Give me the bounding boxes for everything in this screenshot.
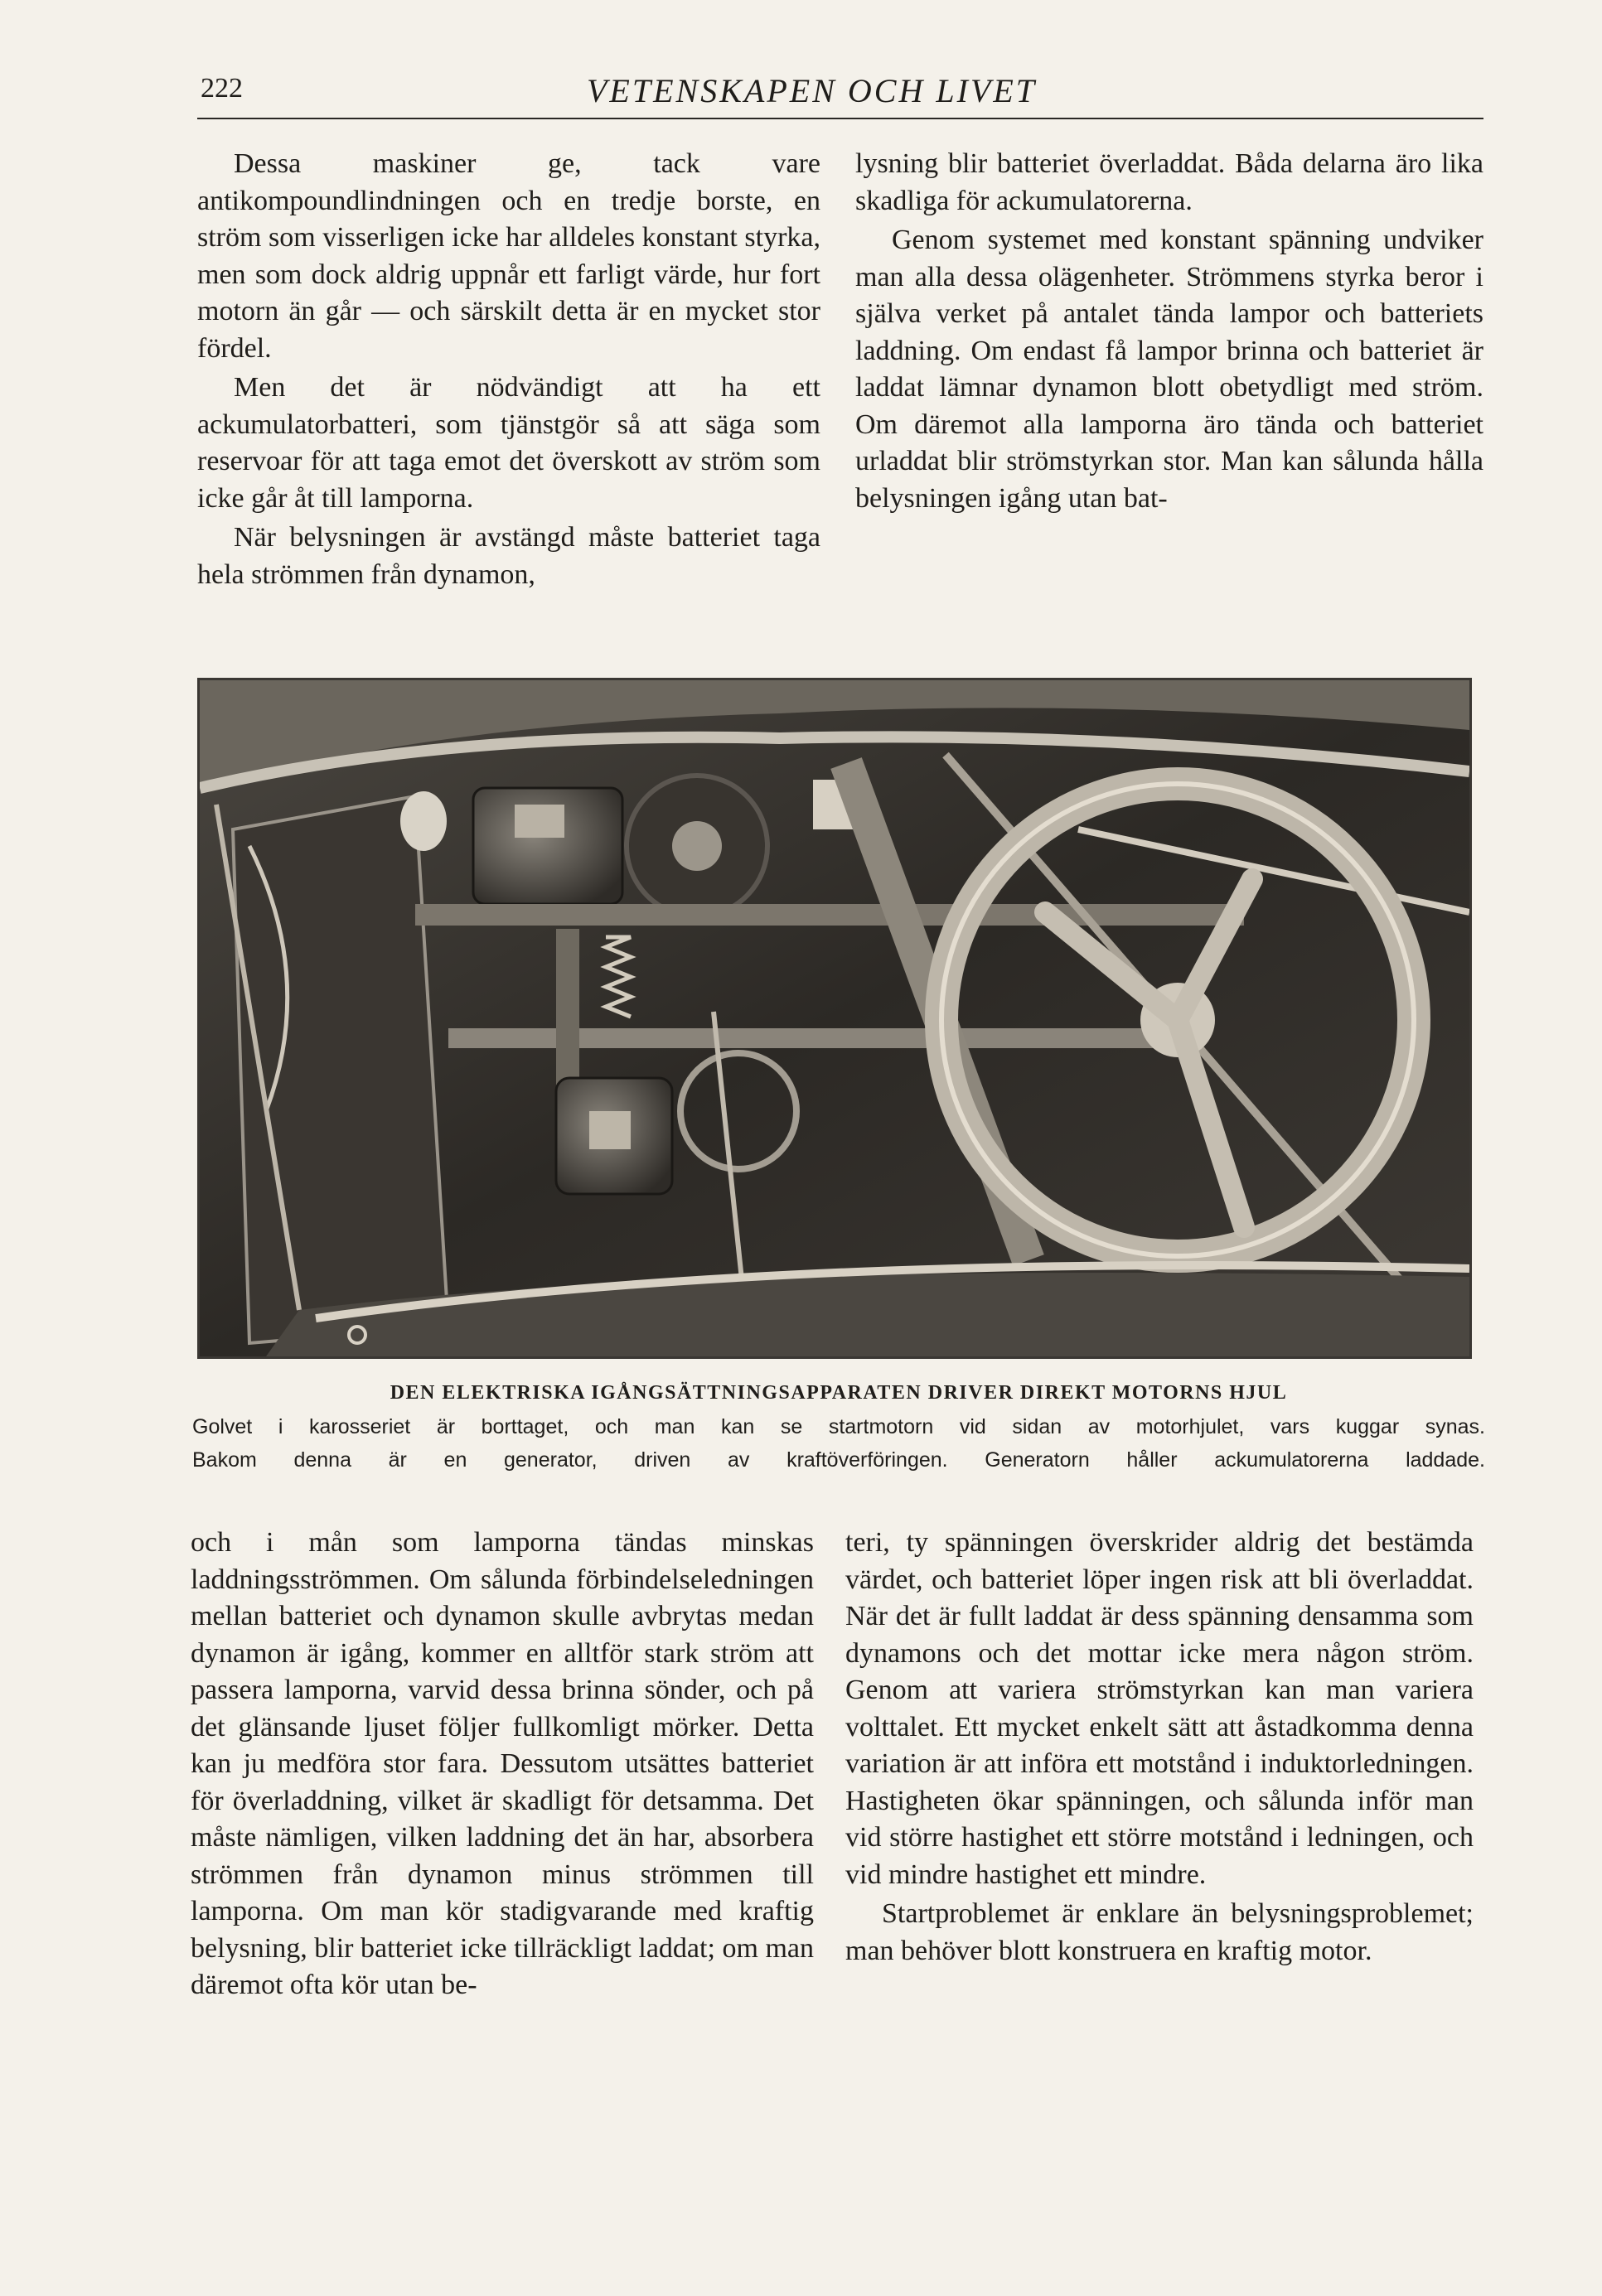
top-left-column bbox=[197, 146, 820, 596]
bottom-right-column bbox=[845, 1525, 1474, 1972]
paragraph: Dessa maskiner ge, tack vare antikompoundlindningen och en tredje borste, en ström som visserligen icke har alldeles konstant styrka, men som dock aldrig uppnår ett farligt värde, hur fort motorn än går — och särskilt detta är en mycket stor fördel. bbox=[197, 148, 820, 364]
paragraph: Genom systemet med konstant spänning undviker man alla dessa olägenheter. Strömmens styrka beror i själva verket på antalet tända lampor och batteriets laddning. Om endast få lampor brinna och batteriet är laddat lämnar dynamon blott obetydligt med ström. Om däremot alla lamporna äro tända och batteriet urladdat blir strömstyrkan stor. Man kan sålunda hålla belysningen igång utan bat- bbox=[855, 225, 1483, 514]
paragraph: Men det är nödvändigt att ha ett ackumulatorbatteri, som tjänstgör så att säga som reservoar för att taga emot det överskott av ström som icke går åt till lamporna. bbox=[197, 372, 820, 514]
paragraph: När belysningen är avstängd måste batteriet taga hela strömmen från dynamon, bbox=[197, 522, 820, 590]
figure-caption-line: Golvet i karosseriet är borttaget, och man kan se startmotorn vid sidan av motorhjulet, vars kuggar synas. bbox=[192, 1415, 1485, 1438]
page-header bbox=[197, 66, 1483, 119]
paragraph: teri, ty spänningen överskrider aldrig det bestämda värdet, och batteriet löper ingen risk att bli överladdat. När det är fullt laddat är dess spänning densamma som dynamons och det mottar icke mera någon ström. Genom att variera strömstyrkan kan man variera volttalet. Ett mycket enkelt sätt att åstadkomma denna variation är att införa ett motstånd i induktorledningen. Hastigheten ökar spänningen, och sålunda inför man vid större hastighet ett större motstånd i ledningen, och vid mindre hastighet ett mindre. bbox=[845, 1527, 1474, 1890]
bottom-left-column bbox=[191, 1525, 814, 2007]
paragraph: och i mån som lamporna tändas minskas laddningsströmmen. Om sålunda förbindelseledningen mellan batteriet och dynamon skulle avbrytas medan dynamon är igång, kommer en alltför stark ström att passera lamporna, varvid dessa brinna sönder, och på det glänsande ljuset följer fullkomligt mörker. Detta kan ju medföra stor fara. Dessutom utsättes batteriet för överladdning, vilket är skadligt för detsamma. Det måste nämligen, vilken laddning det än har, absorbera strömmen från dynamon minus strömmen till lamporna. Om man kör stadigvarande med kraftig belysning, blir batteriet icke tillräckligt laddat; om man däremot ofta kör utan be- bbox=[191, 1527, 814, 2000]
figure-caption-line: Bakom denna är en generator, driven av kraftöverföringen. Generatorn håller ackumulatorerna laddade. bbox=[192, 1448, 1485, 1472]
car-floor-photograph bbox=[197, 678, 1472, 1359]
figure-caption-title: DEN ELEKTRISKA IGÅNGSÄTTNINGSAPPARATEN DRIVER DIREKT MOTORNS HJUL bbox=[390, 1382, 1288, 1404]
page-number: 222 bbox=[201, 73, 243, 104]
paragraph: lysning blir batteriet överladdat. Båda delarna äro lika skadliga för ackumulatorerna. bbox=[855, 148, 1483, 216]
journal-title: VETENSKAPEN OCH LIVET bbox=[587, 72, 1038, 109]
top-right-column bbox=[855, 146, 1483, 520]
paragraph: Startproblemet är enklare än belysningsproblemet; man behöver blott konstruera en kraftig motor. bbox=[845, 1898, 1474, 1966]
